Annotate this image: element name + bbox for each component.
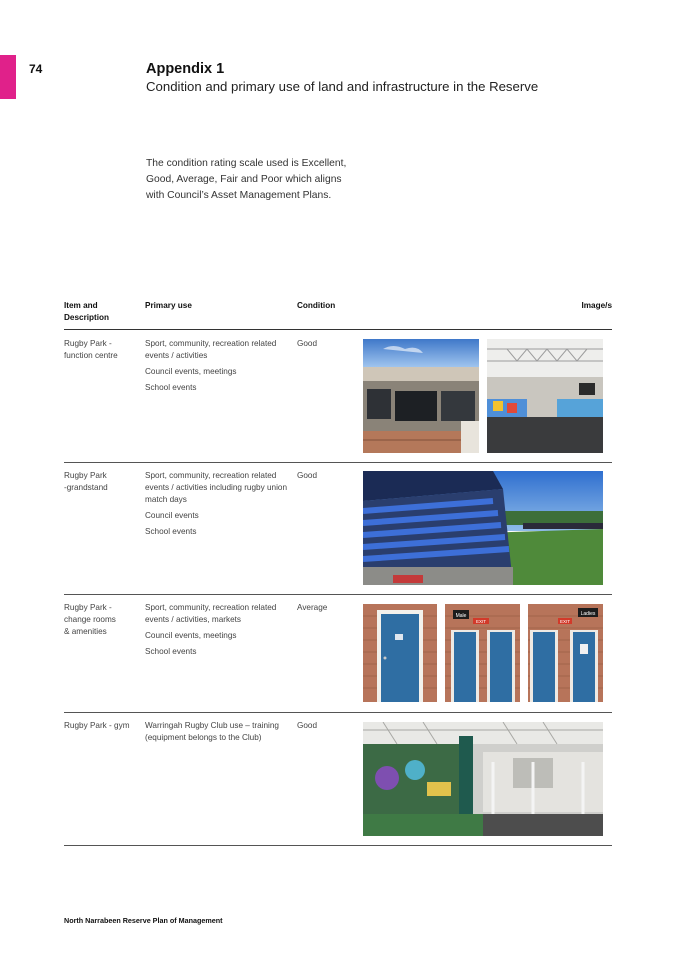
header-rule — [64, 329, 612, 330]
row-rule — [64, 594, 612, 595]
function-centre-exterior-photo — [363, 339, 479, 453]
row-item-change-rooms: Rugby Park - change rooms & amenities — [64, 603, 116, 636]
row-rule — [64, 845, 612, 846]
row-condition-change-rooms: Average — [297, 603, 328, 612]
gym-photo — [363, 722, 603, 836]
row-rule — [64, 712, 612, 713]
header-primary-use: Primary use — [145, 301, 192, 310]
row-use-change-rooms: Sport, community, recreation related events / activities, markets Council events, meetings School events — [145, 603, 277, 656]
appendix-title: Appendix 1 — [146, 61, 225, 77]
ladies-toilet-doors-photo — [528, 604, 603, 702]
row-use-grandstand: Sport, community, recreation related events / activities including rugby union match days Council events School events — [145, 471, 287, 536]
intro-line: with Council’s Asset Management Plans. — [146, 190, 332, 201]
header-images: Image/s — [581, 301, 612, 310]
row-item-gym: Rugby Park - gym — [64, 721, 130, 730]
appendix-subtitle: Condition and primary use of land and infrastructure in the Reserve — [146, 79, 539, 94]
row-use-gym: Warringah Rugby Club use – training (equipment belongs to the Club) — [145, 721, 279, 742]
ladies-sign-text: Ladies — [580, 611, 596, 617]
page-number: 74 — [29, 62, 43, 76]
row-condition-grandstand: Good — [297, 471, 318, 480]
accent-bar — [0, 55, 16, 99]
row-item-function-centre: Rugby Park - function centre — [64, 339, 118, 360]
row-rule — [64, 462, 612, 463]
exit-sign-text: EXIT — [559, 619, 571, 624]
intro-paragraph — [146, 156, 376, 204]
row-item-grandstand: Rugby Park -grandstand — [64, 471, 108, 492]
function-centre-interior-photo — [487, 339, 603, 453]
intro-line: Good, Average, Fair and Poor which aligns — [146, 174, 342, 185]
exit-sign-text: EXIT — [475, 619, 487, 624]
grandstand-photo — [363, 471, 603, 585]
male-sign-text: Male — [455, 613, 467, 619]
change-room-door-photo — [363, 604, 437, 702]
footer-document-title: North Narrabeen Reserve Plan of Management — [64, 916, 223, 925]
intro-line: The condition rating scale used is Excellent, — [146, 158, 347, 169]
header-item-description: Item and Description — [64, 301, 110, 322]
row-condition-function-centre: Good — [297, 339, 318, 348]
header-condition: Condition — [297, 301, 336, 310]
row-use-function-centre: Sport, community, recreation related events / activities Council events, meetings School events — [145, 339, 277, 392]
change-room-doors-photo — [445, 604, 520, 702]
row-condition-gym: Good — [297, 721, 318, 730]
